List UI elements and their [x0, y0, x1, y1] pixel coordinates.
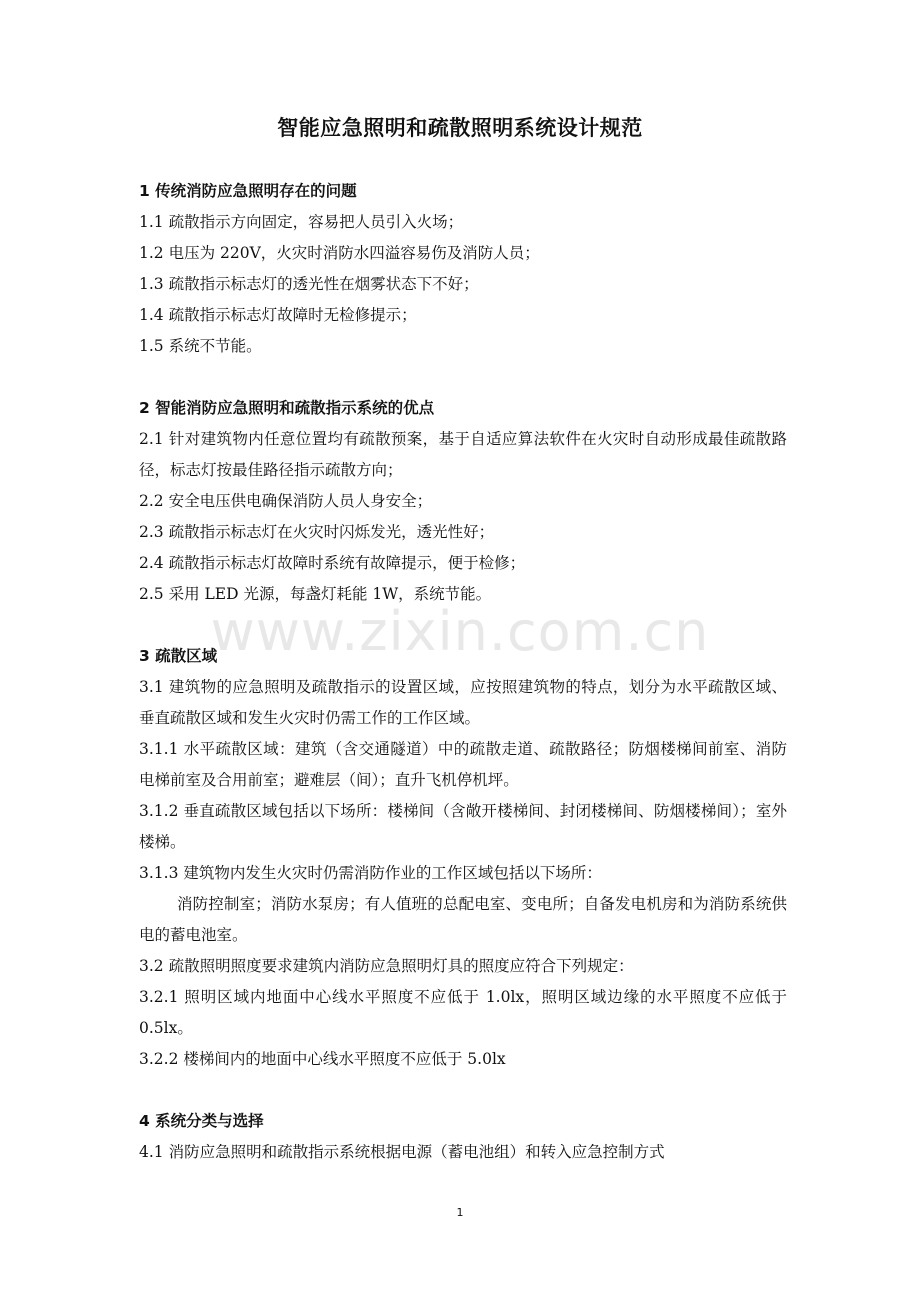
document-title: 智能应急照明和疏散照明系统设计规范	[277, 116, 643, 140]
section-2-heading: 2 智能消防应急照明和疏散指示系统的优点	[139, 399, 435, 417]
item-4-1: 4.1 消防应急照明和疏散指示系统根据电源（蓄电池组）和转入应急控制方式	[139, 1143, 665, 1161]
item-2-1: 2.1 针对建筑物内任意位置均有疏散预案，基于自适应算法软件在火灾时自动形成最佳疏散路径，标志灯按最佳路径指示疏散方向；	[139, 430, 787, 479]
item-1-3: 1.3 疏散指示标志灯的透光性在烟雾状态下不好；	[139, 275, 479, 293]
item-3-2-2: 3.2.2 楼梯间内的地面中心线水平照度不应低于 5.0lx	[139, 1050, 506, 1068]
item-1-5: 1.5 系统不节能。	[139, 337, 262, 355]
item-3-1: 3.1 建筑物的应急照明及疏散指示的设置区域，应按照建筑物的特点，划分为水平疏散区域、垂直疏散区域和发生火灾时仍需工作的工作区域。	[139, 678, 787, 727]
item-3-1-3: 3.1.3 建筑物内发生火灾时仍需消防作业的工作区域包括以下场所：	[139, 864, 602, 882]
item-3-2: 3.2 疏散照明照度要求建筑内消防应急照明灯具的照度应符合下列规定：	[139, 957, 634, 975]
section-4	[139, 1106, 787, 1168]
item-2-5: 2.5 采用 LED 光源，每盏灯耗能 1W，系统节能。	[139, 585, 492, 603]
item-1-2: 1.2 电压为 220V，火灾时消防水四溢容易伤及消防人员；	[139, 244, 540, 262]
item-1-4: 1.4 疏散指示标志灯故障时无检修提示；	[139, 306, 417, 324]
item-2-4: 2.4 疏散指示标志灯故障时系统有故障提示，便于检修；	[139, 554, 526, 572]
page-number: 1	[456, 1206, 464, 1219]
section-spacer	[139, 610, 787, 641]
document-body	[139, 176, 787, 1168]
item-3-1-3-list: 消防控制室；消防水泵房；有人值班的总配电室、变电所；自备发电机房和为消防系统供电的蓄电池室。	[139, 895, 787, 944]
section-1-heading: 1 传统消防应急照明存在的问题	[139, 182, 357, 200]
section-3	[139, 641, 787, 1075]
item-3-2-1: 3.2.1 照明区域内地面中心线水平照度不应低于 1.0lx，照明区域边缘的水平照度不应低于 0.5lx。	[139, 988, 787, 1037]
item-3-1-1: 3.1.1 水平疏散区域：建筑（含交通隧道）中的疏散走道、疏散路径；防烟楼梯间前室、消防电梯前室及合用前室；避难层（间）；直升飞机停机坪。	[139, 740, 787, 789]
section-spacer	[139, 362, 787, 393]
watermark-text: www.zixin.com.cn	[210, 600, 710, 663]
section-spacer	[139, 1075, 787, 1106]
item-2-2: 2.2 安全电压供电确保消防人员人身安全；	[139, 492, 433, 510]
item-2-3: 2.3 疏散指示标志灯在火灾时闪烁发光，透光性好；	[139, 523, 495, 541]
section-3-heading: 3 疏散区域	[139, 647, 218, 665]
section-2	[139, 393, 787, 610]
item-1-1: 1.1 疏散指示方向固定，容易把人员引入火场；	[139, 213, 464, 231]
section-4-heading: 4 系统分类与选择	[139, 1112, 264, 1130]
section-1	[139, 176, 787, 362]
item-3-1-2: 3.1.2 垂直疏散区域包括以下场所：楼梯间（含敞开楼梯间、封闭楼梯间、防烟楼梯间）；室外楼梯。	[139, 802, 787, 851]
